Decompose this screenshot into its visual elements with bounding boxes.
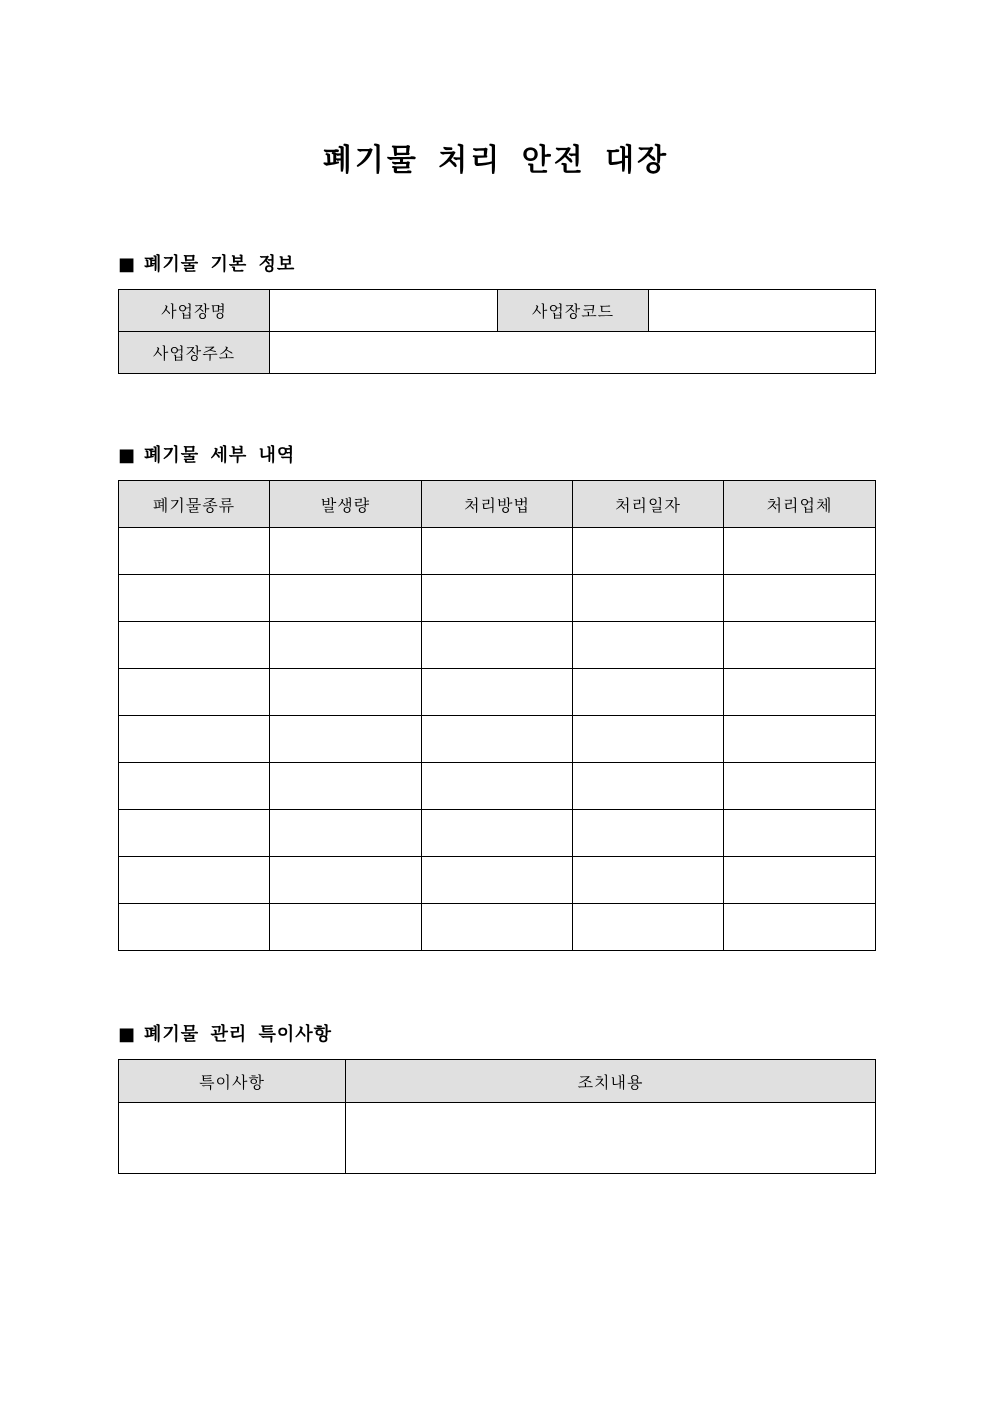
- notes-table: [118, 1059, 876, 1174]
- method-cell[interactable]: [422, 716, 573, 763]
- table-row: [119, 575, 876, 622]
- amount-cell[interactable]: [270, 904, 422, 951]
- section-heading-notes: [118, 1023, 332, 1047]
- table-header-row: [119, 481, 876, 528]
- date-cell[interactable]: [573, 857, 724, 904]
- basic-info-table: [118, 289, 876, 374]
- date-cell[interactable]: [573, 904, 724, 951]
- company-cell[interactable]: [724, 810, 876, 857]
- waste-type-cell[interactable]: [119, 857, 270, 904]
- site-code-field[interactable]: [649, 290, 876, 332]
- square-bullet-icon: ■: [118, 1024, 137, 1045]
- date-cell[interactable]: [573, 669, 724, 716]
- site-address-label: 사업장주소: [119, 332, 270, 374]
- date-cell[interactable]: [573, 622, 724, 669]
- site-name-field[interactable]: [270, 290, 498, 332]
- company-cell[interactable]: [724, 575, 876, 622]
- column-header-actions: 조치내용: [346, 1060, 876, 1103]
- waste-type-cell[interactable]: [119, 716, 270, 763]
- column-header-date: 처리일자: [573, 481, 724, 528]
- method-cell[interactable]: [422, 763, 573, 810]
- date-cell[interactable]: [573, 763, 724, 810]
- amount-cell[interactable]: [270, 669, 422, 716]
- table-row: [119, 904, 876, 951]
- method-cell[interactable]: [422, 857, 573, 904]
- waste-type-cell[interactable]: [119, 575, 270, 622]
- company-cell[interactable]: [724, 528, 876, 575]
- site-name-label: 사업장명: [119, 290, 270, 332]
- date-cell[interactable]: [573, 575, 724, 622]
- method-cell[interactable]: [422, 622, 573, 669]
- waste-type-cell[interactable]: [119, 810, 270, 857]
- column-header-method: 처리방법: [422, 481, 573, 528]
- section-heading-details: [118, 444, 295, 468]
- amount-cell[interactable]: [270, 528, 422, 575]
- section-heading-text: 폐기물 기본 정보: [144, 254, 296, 275]
- column-header-waste-type: 폐기물종류: [119, 481, 270, 528]
- column-header-company: 처리업체: [724, 481, 876, 528]
- company-cell[interactable]: [724, 763, 876, 810]
- waste-type-cell[interactable]: [119, 528, 270, 575]
- square-bullet-icon: ■: [118, 254, 137, 275]
- table-row: [119, 716, 876, 763]
- section-heading-text: 폐기물 세부 내역: [144, 445, 296, 466]
- method-cell[interactable]: [422, 904, 573, 951]
- section-heading-basic-info: [118, 253, 295, 277]
- date-cell[interactable]: [573, 810, 724, 857]
- waste-type-cell[interactable]: [119, 622, 270, 669]
- company-cell[interactable]: [724, 904, 876, 951]
- amount-cell[interactable]: [270, 810, 422, 857]
- waste-type-cell[interactable]: [119, 669, 270, 716]
- method-cell[interactable]: [422, 810, 573, 857]
- site-address-field[interactable]: [270, 332, 876, 374]
- company-cell[interactable]: [724, 716, 876, 763]
- method-cell[interactable]: [422, 669, 573, 716]
- table-row: [119, 1103, 876, 1174]
- table-row: [119, 669, 876, 716]
- table-row: [119, 763, 876, 810]
- company-cell[interactable]: [724, 622, 876, 669]
- date-cell[interactable]: [573, 716, 724, 763]
- site-code-label: 사업장코드: [498, 290, 649, 332]
- table-row: [119, 622, 876, 669]
- actions-cell[interactable]: [346, 1103, 876, 1174]
- column-header-amount: 발생량: [270, 481, 422, 528]
- table-row: [119, 810, 876, 857]
- special-notes-cell[interactable]: [119, 1103, 346, 1174]
- table-row: [119, 528, 876, 575]
- section-heading-text: 폐기물 관리 특이사항: [144, 1024, 333, 1045]
- waste-type-cell[interactable]: [119, 904, 270, 951]
- amount-cell[interactable]: [270, 575, 422, 622]
- method-cell[interactable]: [422, 575, 573, 622]
- table-row: [119, 857, 876, 904]
- date-cell[interactable]: [573, 528, 724, 575]
- table-header-row: [119, 1060, 876, 1103]
- waste-type-cell[interactable]: [119, 763, 270, 810]
- amount-cell[interactable]: [270, 716, 422, 763]
- document-title: 폐기물 처리 안전 대장: [322, 143, 670, 178]
- waste-detail-table: [118, 480, 876, 951]
- amount-cell[interactable]: [270, 857, 422, 904]
- amount-cell[interactable]: [270, 763, 422, 810]
- company-cell[interactable]: [724, 669, 876, 716]
- amount-cell[interactable]: [270, 622, 422, 669]
- square-bullet-icon: ■: [118, 445, 137, 466]
- company-cell[interactable]: [724, 857, 876, 904]
- column-header-special-notes: 특이사항: [119, 1060, 346, 1103]
- method-cell[interactable]: [422, 528, 573, 575]
